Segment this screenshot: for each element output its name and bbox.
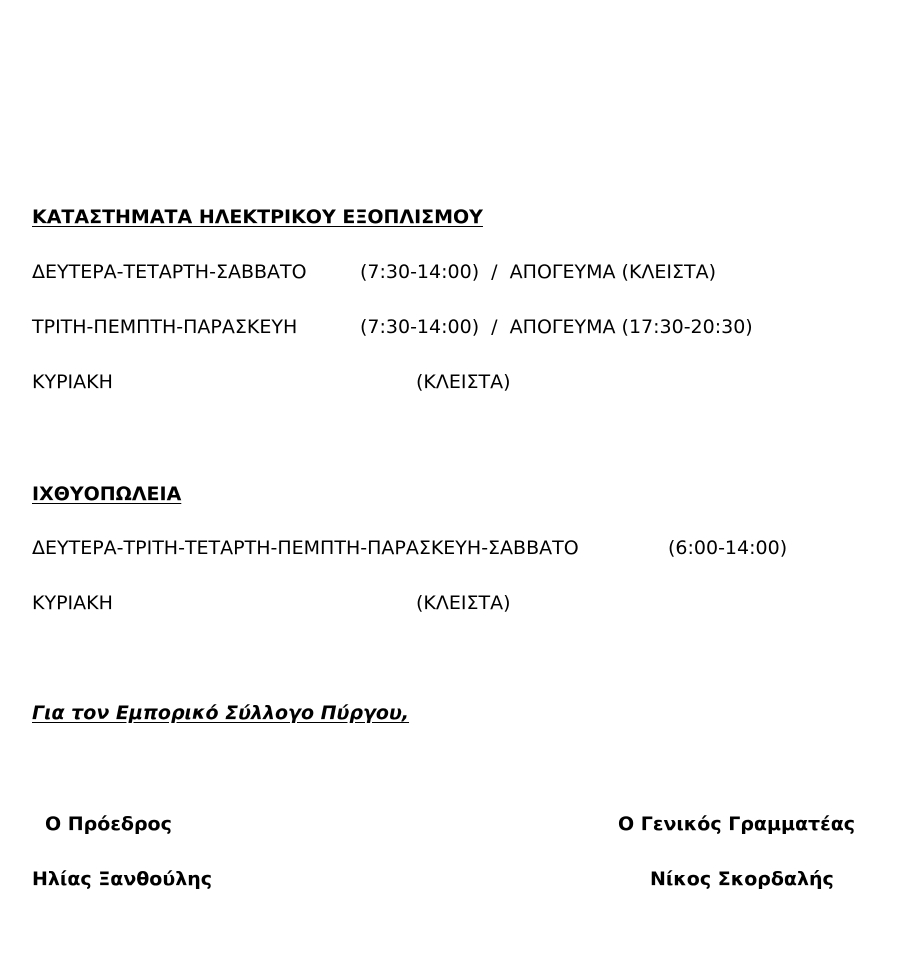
schedule-days: ΤΡΙΤΗ-ΠΕΜΠΤΗ-ΠΑΡΑΣΚΕΥΗ [32,316,298,338]
secretary-title: Ο Γενικός Γραμματέας [618,813,856,835]
schedule-days: ΚΥΡΙΑΚΗ [32,371,113,393]
president-title: Ο Πρόεδρος [45,813,172,835]
on-behalf-line: Για τον Εμπορικό Σύλλογο Πύργου, [32,702,410,724]
schedule-days: ΔΕΥΤΕΡΑ-ΤΡΙΤΗ-ΤΕΤΑΡΤΗ-ΠΕΜΠΤΗ-ΠΑΡΑΣΚΕΥΗ-ΣΑΒΒΑΤΟ [32,537,579,559]
section-heading-electrical: ΚΑΤΑΣΤΗΜΑΤΑ ΗΛΕΚΤΡΙΚΟΥ ΕΞΟΠΛΙΣΜΟΥ [32,206,483,228]
schedule-hours: (ΚΛΕΙΣΤΑ) [416,592,511,614]
schedule-hours: (7:30-14:00) / ΑΠΟΓΕΥΜΑ (ΚΛΕΙΣΤΑ) [360,261,717,283]
schedule-hours: (ΚΛΕΙΣΤΑ) [416,371,511,393]
schedule-hours: (7:30-14:00) / ΑΠΟΓΕΥΜΑ (17:30-20:30) [360,316,753,338]
schedule-days: ΚΥΡΙΑΚΗ [32,592,113,614]
schedule-hours: (6:00-14:00) [668,537,788,559]
president-name: Ηλίας Ξανθούλης [32,868,213,890]
secretary-name: Νίκος Σκορδαλής [650,868,834,890]
schedule-days: ΔΕΥΤΕΡΑ-ΤΕΤΑΡΤΗ-ΣΑΒΒΑΤΟ [32,261,307,283]
section-heading-fish: ΙΧΘΥΟΠΩΛΕΙΑ [32,483,182,505]
